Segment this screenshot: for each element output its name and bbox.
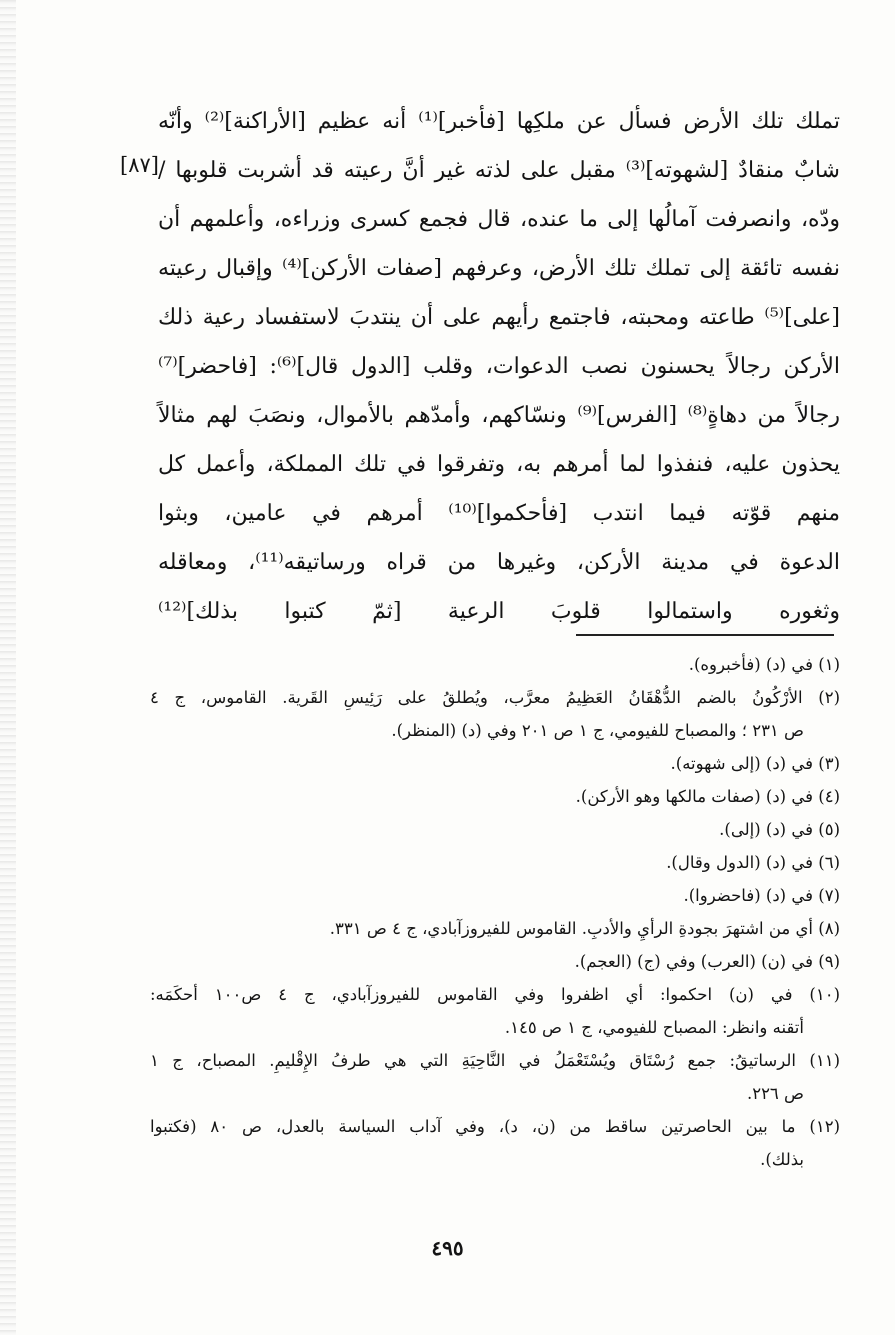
manuscript-folio-marker: [٨٧] [120,153,159,177]
footnote: (٥) في (د) (إلى). [719,820,840,839]
footnote-separator [576,634,834,636]
text-line: [على]⁽⁵⁾ طاعته ومحبته، فاجتمع رأيهم على أن ينتدبَ لاستفساد رعية ذلك [158,305,840,330]
footnote: (٤) في (د) (صفات مالكها وهو الأركن). [575,787,840,806]
footnote: (١٢) ما بين الحاصرتين ساقط من (ن، د)، وفي آداب السياسة بالعدل، ص ٨٠ (فكتبوا [150,1117,840,1136]
footnote: (١١) الرساتيقُ: جمع رُسْتَاق ويُسْتَعْمَلُ في النَّاحِيَةِ التي هي طرفُ الإِقْليمِ. المصباح، ج ١ [150,1051,840,1070]
text-line: رجالاً من دهاةٍ⁽⁸⁾ [الفرس]⁽⁹⁾ ونسّاكهم، وأمدّهم بالأموال، ونصَبَ لهم مثالاً [158,403,841,428]
footnote: (٣) في (د) (إلى شهوته). [670,754,840,773]
footnote: (١) في (د) (فأخبروه). [688,655,840,674]
text-line: ودّه، وانصرفت آمالُها إلى ما عنده، قال فجمع كسرى وزراءه، وأعلمهم أن [158,207,840,232]
footnote: (٩) في (ن) (العرب) وفي (ج) (العجم). [574,952,840,971]
footnote: (٧) في (د) (فاحضروا). [683,886,840,905]
text-line: وثغوره واستمالوا قلوبَ الرعية [ثمّ كتبوا بذلك]⁽¹²⁾ [158,599,840,624]
text-line: شابٌ منقادٌ [لشهوته]⁽³⁾ مقبل على لذته غير أنَّ رعيته قد أشربت قلوبها / [158,158,840,183]
main-text-block [158,97,840,636]
binding-shadow [0,0,16,1335]
footnote: (٦) في (د) (الدول وقال). [666,853,840,872]
footnote-continuation: بذلك). [760,1150,804,1169]
footnote: (٢) الأرْكُونُ بالضم الدُّهْقَانُ العَظِيمُ معرَّب، ويُطلقُ على رَئِيسِ القَرية. القاموس، ج ٤ [150,688,840,707]
text-line: تملك تلك الأرض فسأل عن ملكِها [فأخبر]⁽¹⁾ أنه عظيم [الأراكنة]⁽²⁾ وأنّه [158,109,840,134]
text-line: الأركن رجالاً يحسنون نصب الدعوات، وقلب [الدول قال]⁽⁶⁾: [فاحضر]⁽⁷⁾ [158,354,840,379]
text-line: الدعوة في مدينة الأركن، وغيرها من قراه ورساتيقه⁽¹¹⁾، ومعاقله [158,550,840,575]
text-line: يحذون عليه، فنفذوا لما أمرهم به، وتفرقوا في تلك المملكة، وأعمل كل [158,452,840,477]
footnote-continuation: أتقنه وانظر: المصباح للفيومي، ج ١ ص ١٤٥. [504,1018,804,1037]
footnote-continuation: ص ٢٢٦. [746,1084,804,1103]
footnote: (٨) أي من اشتهرَ بجودةِ الرأيِ والأدبِ. القاموس للفيروزآبادي، ج ٤ ص ٣٣١. [329,919,840,938]
footnote-continuation: ص ٢٣١ ؛ والمصباح للفيومي، ج ١ ص ٢٠١ وفي (د) (المنظر). [391,721,804,740]
footnote: (١٠) في (ن) احكموا: أي اظفروا وفي القاموس للفيروزآبادي، ج ٤ ص١٠٠ أحكَمَه: [150,985,841,1004]
footnotes [150,648,840,1176]
text-line: نفسه تائقة إلى تملك تلك الأرض، وعرفهم [صفات الأركن]⁽⁴⁾ وإقبال رعيته [158,256,840,281]
page-number: ٤٩٥ [431,1236,464,1260]
text-line: منهم قوّته فيما انتدب [فأحكموا]⁽¹⁰⁾ أمرهم في عامين، وبثوا [158,501,840,526]
